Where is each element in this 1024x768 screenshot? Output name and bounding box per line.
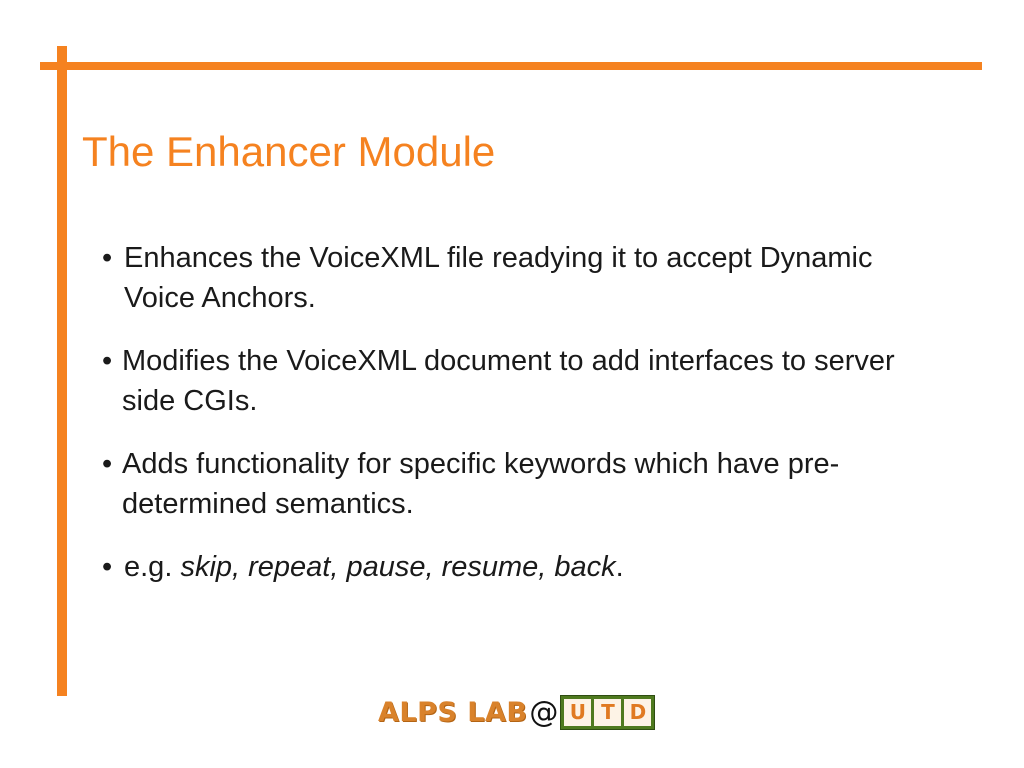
utd-letter-t: T bbox=[594, 699, 621, 726]
utd-logo-badge bbox=[560, 695, 655, 730]
bullet-item bbox=[100, 238, 920, 318]
logo-at-sign: @ bbox=[529, 695, 559, 729]
left-rule bbox=[57, 46, 67, 696]
bullet-text: Adds functionality for specific keywords which have pre-determined semantics. bbox=[122, 448, 840, 520]
utd-letter-d: D bbox=[624, 699, 651, 726]
utd-letter-u: U bbox=[564, 699, 591, 726]
bullet-item bbox=[100, 444, 920, 524]
logo-text: ALPS LAB bbox=[378, 696, 528, 728]
bullet-item bbox=[100, 547, 920, 587]
bullet-item bbox=[100, 341, 920, 421]
bullet-italic-keywords: skip, repeat, pause, resume, back bbox=[180, 551, 616, 583]
alps-lab-logo bbox=[378, 692, 655, 732]
bullet-prefix: e.g. bbox=[124, 551, 181, 583]
bullet-list bbox=[100, 238, 920, 610]
slide-title: The Enhancer Module bbox=[82, 128, 496, 175]
top-rule bbox=[40, 62, 982, 70]
bullet-text: Enhances the VoiceXML file readying it to accept Dynamic Voice Anchors. bbox=[124, 242, 873, 314]
bullet-text: Modifies the VoiceXML document to add interfaces to server side CGIs. bbox=[122, 345, 895, 417]
bullet-suffix: . bbox=[615, 551, 624, 583]
